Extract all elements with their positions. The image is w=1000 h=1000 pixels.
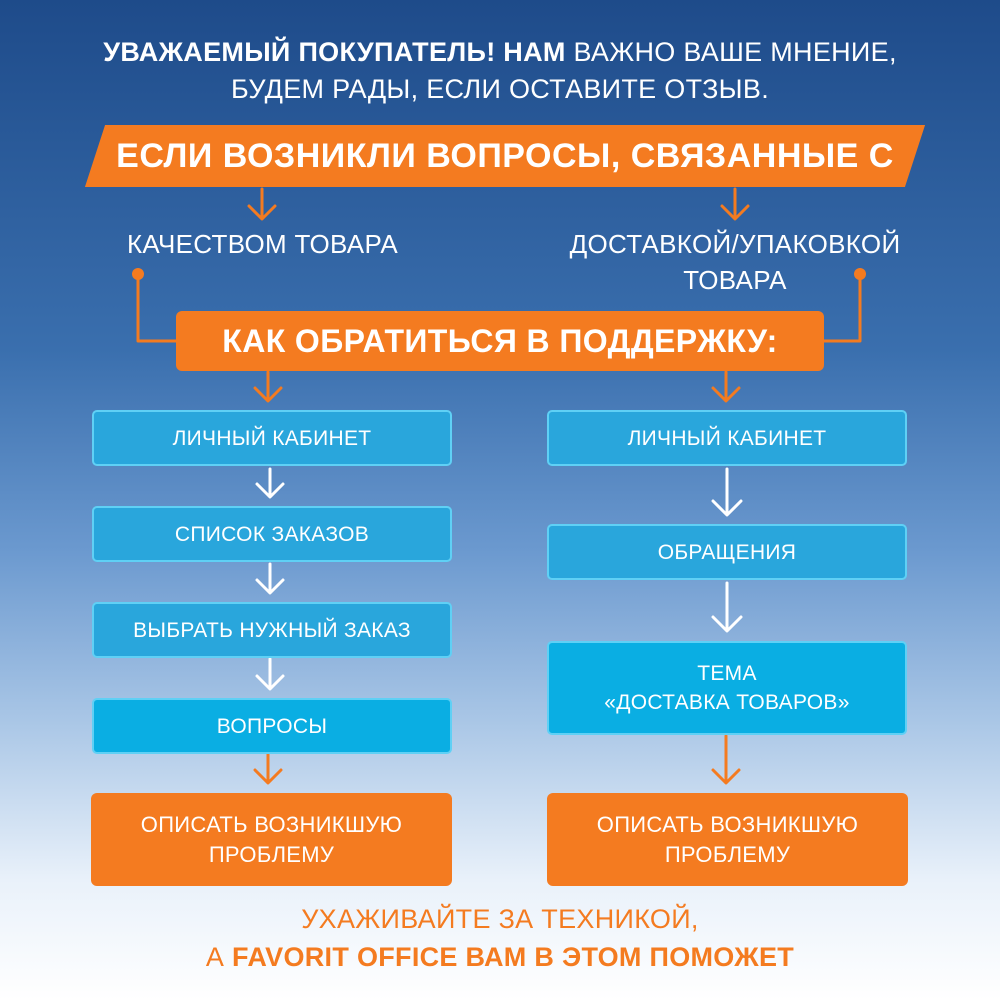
- arrow-left-3-4: [257, 659, 283, 689]
- arrow-to-delivery: [722, 189, 748, 219]
- right-step-appeals: ОБРАЩЕНИЯ: [547, 524, 907, 580]
- topic-delivery-line1: ДОСТАВКОЙ/УПАКОВКОЙ: [569, 229, 901, 259]
- footer-prefix: А: [205, 942, 233, 972]
- top-banner-title: ЕСЛИ ВОЗНИКЛИ ВОПРОСЫ, СВЯЗАННЫЕ С: [116, 137, 894, 175]
- right-step-topic-line1: ТЕМА: [697, 662, 757, 685]
- arrow-left-2-3: [257, 564, 283, 593]
- left-final-line2: ПРОБЛЕМУ: [208, 841, 335, 867]
- topic-delivery-line2: ТОВАРА: [683, 265, 787, 295]
- right-final-line1: ОПИСАТЬ ВОЗНИКШУЮ: [596, 811, 859, 837]
- greeting-text: [0, 34, 1000, 108]
- arrow-to-right-steps: [713, 372, 739, 401]
- footer-brand: FAVORIT OFFICE ВАМ В ЭТОМ ПОМОЖЕТ: [232, 942, 795, 972]
- right-step-personal-account: ЛИЧНЫЙ КАБИНЕТ: [547, 410, 907, 466]
- left-connector-dot: [132, 268, 144, 280]
- arrow-to-quality: [249, 189, 275, 219]
- topic-delivery: [535, 226, 935, 298]
- arrow-left-1-2: [257, 469, 283, 497]
- left-final-line1: ОПИСАТЬ ВОЗНИКШУЮ: [140, 811, 403, 837]
- left-step-personal-account: ЛИЧНЫЙ КАБИНЕТ: [92, 410, 452, 466]
- right-final-line2: ПРОБЛЕМУ: [664, 841, 791, 867]
- greeting-bold: УВАЖАЕМЫЙ ПОКУПАТЕЛЬ! НАМ: [103, 37, 566, 67]
- arrow-to-left-steps: [255, 372, 281, 401]
- footer-text: [0, 900, 1000, 976]
- support-banner: КАК ОБРАТИТЬСЯ В ПОДДЕРЖКУ:: [176, 311, 824, 371]
- left-step-questions: ВОПРОСЫ: [92, 698, 452, 754]
- arrow-to-left-final: [255, 754, 281, 783]
- arrow-right-2-3: [713, 583, 741, 631]
- topic-quality: КАЧЕСТВОМ ТОВАРА: [126, 229, 398, 259]
- left-step-select-order: ВЫБРАТЬ НУЖНЫЙ ЗАКАЗ: [92, 602, 452, 658]
- greeting-rest: ВАЖНО ВАШЕ МНЕНИЕ,: [565, 37, 897, 67]
- arrow-right-1-2: [713, 469, 741, 515]
- greeting-line2: БУДЕМ РАДЫ, ЕСЛИ ОСТАВИТЕ ОТЗЫВ.: [231, 74, 769, 104]
- right-step-topic-line2: «ДОСТАВКА ТОВАРОВ»: [604, 691, 850, 714]
- arrow-to-right-final: [713, 736, 739, 783]
- left-final-describe-problem: [91, 793, 452, 886]
- right-final-describe-problem: [547, 793, 908, 886]
- left-step-order-list: СПИСОК ЗАКАЗОВ: [92, 506, 452, 562]
- footer-line1: УХАЖИВАЙТЕ ЗА ТЕХНИКОЙ,: [301, 904, 699, 934]
- left-bracket-connector: [138, 274, 178, 341]
- right-step-topic-delivery: [547, 641, 907, 735]
